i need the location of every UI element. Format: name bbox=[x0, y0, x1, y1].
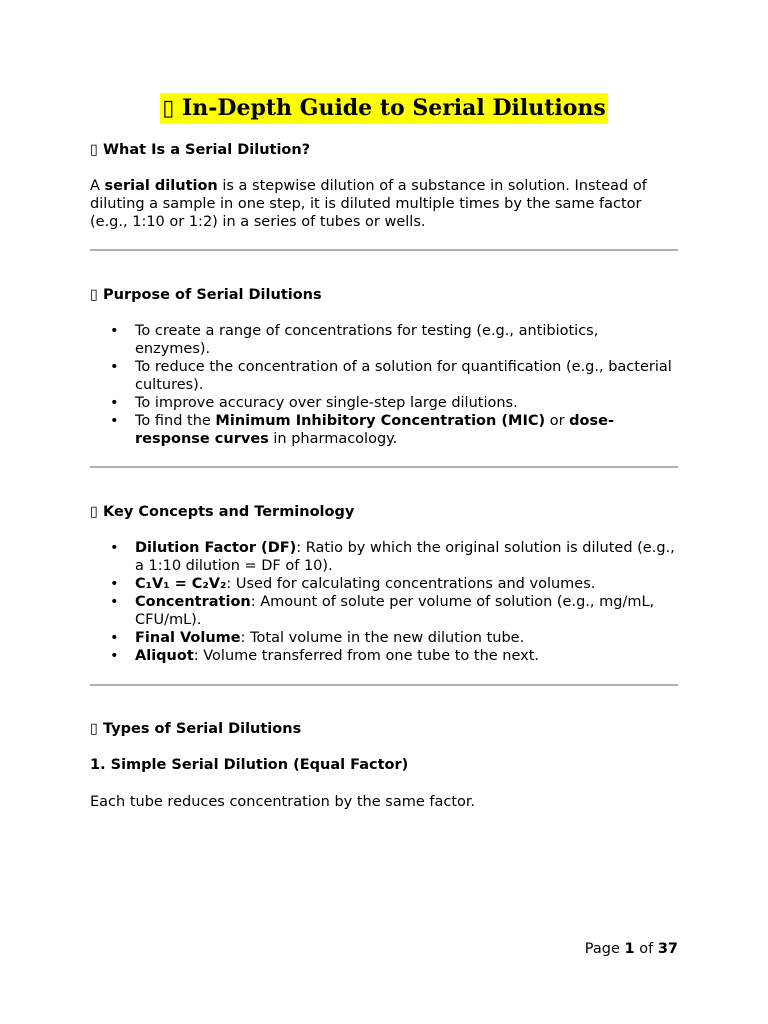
subheading-simple: 1. Simple Serial Dilution (Equal Factor) bbox=[90, 757, 409, 773]
bullet-icon: • bbox=[110, 323, 119, 339]
bullet-icon: • bbox=[110, 359, 119, 375]
section-types bbox=[90, 720, 678, 738]
bullet-icon: • bbox=[110, 576, 119, 592]
bullet-icon: • bbox=[110, 630, 119, 646]
list-item: • C₁V₁ = C₂V₂: Used for calculating concentrations and volumes. bbox=[110, 576, 596, 592]
concepts-list-wrap bbox=[90, 539, 678, 665]
list-item: • Aliquot: Volume transferred from one tube to the next. bbox=[110, 648, 540, 664]
bold-term: serial dilution bbox=[104, 178, 218, 194]
list-item: • To find the Minimum Inhibitory Concentration (MIC) or dose-response curves in pharmacology. bbox=[110, 413, 614, 447]
current-page: 1 bbox=[624, 941, 635, 957]
concepts-list bbox=[90, 539, 678, 665]
section-what-body bbox=[90, 177, 678, 231]
section-heading-purpose: ▯ Purpose of Serial Dilutions bbox=[90, 287, 322, 303]
section-heading-types: ▯ Types of Serial Dilutions bbox=[90, 721, 302, 737]
section-types-body bbox=[90, 793, 678, 811]
divider bbox=[90, 466, 678, 468]
section-heading-what: ▯ What Is a Serial Dilution? bbox=[90, 142, 311, 158]
divider bbox=[90, 684, 678, 686]
divider bbox=[90, 249, 678, 251]
bullet-icon: • bbox=[110, 540, 119, 556]
bullet-icon: • bbox=[110, 413, 119, 429]
list-item: • To improve accuracy over single-step large dilutions. bbox=[110, 395, 518, 411]
list-item: • To reduce the concentration of a solution for quantification (e.g., bacterial cultures). bbox=[110, 359, 672, 393]
bullet-icon: • bbox=[110, 395, 119, 411]
box-glyph-icon: ▯ bbox=[90, 504, 98, 520]
bullet-icon: • bbox=[110, 594, 119, 610]
list-item: • Final Volume: Total volume in the new dilution tube. bbox=[110, 630, 525, 646]
title-text: In-Depth Guide to Serial Dilutions bbox=[181, 95, 606, 121]
section-heading-concepts: ▯ Key Concepts and Terminology bbox=[90, 504, 355, 520]
list-item: • Concentration: Amount of solute per volume of solution (e.g., mg/mL, CFU/mL). bbox=[110, 594, 655, 628]
list-item: • Dilution Factor (DF): Ratio by which the original solution is diluted (e.g., a 1:10 dilution = DF of 10). bbox=[110, 540, 675, 574]
section-what bbox=[90, 141, 678, 159]
paragraph-what: A serial dilution is a stepwise dilution of a substance in solution. Instead of diluting a sample in one step, it is diluted multiple times by the same factor (e.g., 1:10 or 1:2) in a series of tubes or wells. bbox=[90, 178, 647, 230]
box-glyph-icon: ▯ bbox=[90, 142, 98, 158]
box-glyph-icon: ▯ bbox=[162, 96, 175, 121]
total-pages: 37 bbox=[657, 941, 678, 957]
section-types-sub bbox=[90, 756, 678, 774]
box-glyph-icon: ▯ bbox=[90, 287, 98, 303]
paragraph-types: Each tube reduces concentration by the same factor. bbox=[90, 794, 476, 810]
purpose-list bbox=[90, 322, 678, 448]
page-title bbox=[160, 93, 608, 124]
bullet-icon: • bbox=[110, 648, 119, 664]
list-item: • To create a range of concentrations for testing (e.g., antibiotics, enzymes). bbox=[110, 323, 599, 357]
purpose-list-wrap bbox=[90, 322, 678, 448]
page-footer: Page 1 of 37 bbox=[584, 941, 678, 957]
section-concepts bbox=[90, 503, 678, 521]
title-wrap bbox=[90, 93, 678, 124]
box-glyph-icon: ▯ bbox=[90, 721, 98, 737]
section-purpose bbox=[90, 286, 678, 304]
